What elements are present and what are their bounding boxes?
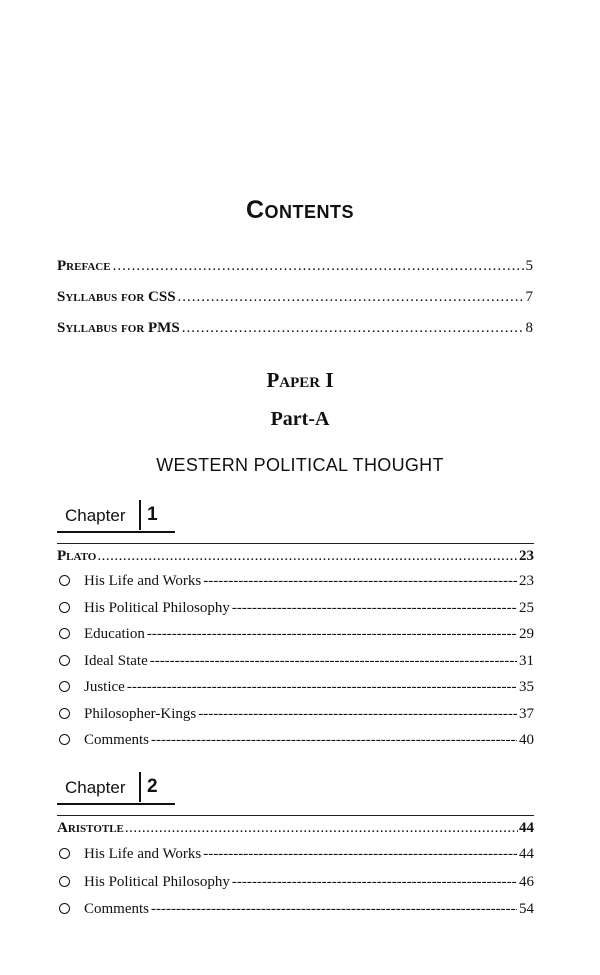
- dot-leader: [125, 820, 518, 837]
- dash-leader: [151, 732, 517, 749]
- circle-bullet-icon: [59, 628, 70, 639]
- toc-subentry-label: Philosopher-Kings: [84, 706, 197, 722]
- dash-leader: [203, 573, 517, 590]
- toc-subentry[interactable]: [59, 600, 534, 617]
- toc-subentry[interactable]: [59, 679, 534, 696]
- toc-subentry-label: Comments: [84, 732, 150, 748]
- circle-bullet-icon: [59, 602, 70, 613]
- circle-bullet-icon: [59, 575, 70, 586]
- circle-bullet-icon: [59, 848, 70, 859]
- dash-leader: [151, 901, 517, 918]
- chapter-word: Chapter: [65, 506, 126, 525]
- toc-entry-label: Syllabus for PMS: [57, 320, 180, 336]
- page-title: Contents: [245, 196, 355, 224]
- chapter-1-badge: [57, 500, 179, 534]
- chapter-underline: [57, 531, 175, 533]
- dash-leader: [127, 679, 517, 696]
- toc-subentry[interactable]: [59, 626, 534, 643]
- chapter-underline: [57, 803, 175, 805]
- toc-main-page: 44: [519, 820, 534, 836]
- toc-subentry[interactable]: [59, 653, 534, 670]
- dash-leader: [147, 626, 517, 643]
- paper-heading: Paper I: [266, 368, 334, 392]
- toc-entry-syllabus-pms[interactable]: [57, 319, 533, 337]
- circle-bullet-icon: [59, 708, 70, 719]
- toc-subentry[interactable]: [59, 846, 534, 863]
- toc-entry-page: 5: [525, 258, 533, 274]
- dash-leader: [232, 600, 517, 617]
- toc-subentry-label: Ideal State: [84, 653, 148, 669]
- toc-subentry-label: His Political Philosophy: [84, 600, 230, 616]
- toc-subentry[interactable]: [59, 874, 534, 891]
- toc-entry-aristotle[interactable]: [57, 820, 534, 837]
- chapter-2-badge: [57, 772, 179, 806]
- toc-subentry-page: 40: [519, 732, 534, 748]
- toc-entry-syllabus-css[interactable]: [57, 288, 533, 306]
- toc-subentry[interactable]: [59, 732, 534, 749]
- toc-entry-preface[interactable]: [57, 257, 533, 275]
- circle-bullet-icon: [59, 903, 70, 914]
- toc-subentry[interactable]: [59, 706, 534, 723]
- toc-subentry-page: 23: [519, 573, 534, 589]
- dot-leader: [97, 548, 518, 565]
- toc-subentry[interactable]: [59, 573, 534, 590]
- chapter-number: 1: [147, 504, 158, 525]
- toc-entry-page: 8: [525, 320, 533, 336]
- toc-subentry-label: His Life and Works: [84, 573, 202, 589]
- section-heading: WESTERN POLITICAL THOUGHT: [156, 455, 444, 475]
- dot-leader: [178, 288, 524, 306]
- toc-main-page: 23: [519, 548, 534, 564]
- dash-leader: [232, 874, 517, 891]
- part-heading: Part-A: [270, 408, 330, 430]
- toc-entry-label: Preface: [57, 258, 111, 274]
- chapter-word: Chapter: [65, 778, 126, 797]
- toc-subentry-label: His Life and Works: [84, 846, 202, 862]
- dot-leader: [182, 319, 524, 337]
- dash-leader: [150, 653, 517, 670]
- toc-entry-label: Syllabus for CSS: [57, 289, 176, 305]
- circle-bullet-icon: [59, 655, 70, 666]
- dash-leader: [198, 706, 517, 723]
- toc-subentry-page: 46: [519, 874, 534, 890]
- chapter-divider: [139, 772, 141, 802]
- toc-subentry-page: 31: [519, 653, 534, 669]
- toc-subentry-page: 44: [519, 846, 534, 862]
- toc-subentry-page: 35: [519, 679, 534, 695]
- toc-subentry[interactable]: [59, 901, 534, 918]
- toc-subentry-label: His Political Philosophy: [84, 874, 230, 890]
- toc-subentry-page: 37: [519, 706, 534, 722]
- circle-bullet-icon: [59, 734, 70, 745]
- toc-entry-plato[interactable]: [57, 548, 534, 565]
- toc-subentry-label: Comments: [84, 901, 150, 917]
- dash-leader: [203, 846, 517, 863]
- circle-bullet-icon: [59, 681, 70, 692]
- toc-subentry-page: 29: [519, 626, 534, 642]
- chapter-number: 2: [147, 776, 158, 797]
- toc-subentry-label: Education: [84, 626, 145, 642]
- toc-main-label: Plato: [57, 548, 97, 564]
- toc-main-label: Aristotle: [57, 820, 124, 836]
- chapter-divider: [139, 500, 141, 530]
- toc-entry-page: 7: [525, 289, 533, 305]
- toc-subentry-label: Justice: [84, 679, 125, 695]
- toc-subentry-page: 54: [519, 901, 534, 917]
- circle-bullet-icon: [59, 876, 70, 887]
- chapter-rule: [57, 543, 534, 544]
- chapter-rule: [57, 815, 534, 816]
- toc-subentry-page: 25: [519, 600, 534, 616]
- dot-leader: [113, 257, 524, 275]
